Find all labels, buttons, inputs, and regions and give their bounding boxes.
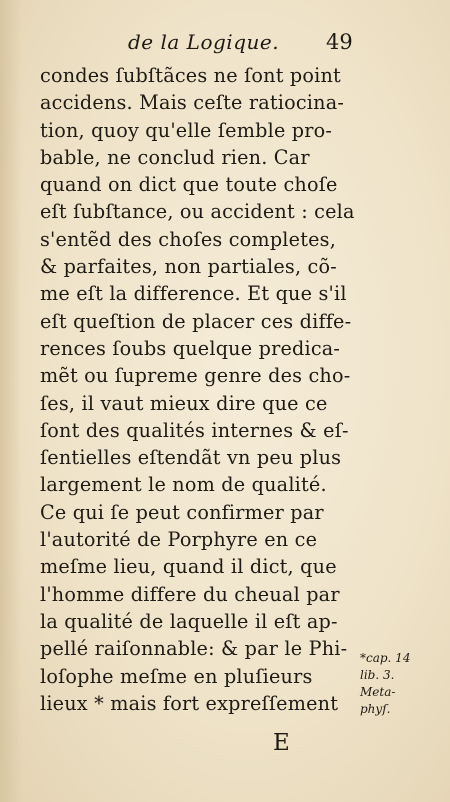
margin-notes: [360, 650, 440, 718]
text-line: ſont des qualités internes & eſ-: [40, 418, 349, 442]
text-line: & parfaites, non partiales, cõ-: [40, 255, 337, 279]
text-line: meſme lieu, quand il dict, que: [40, 555, 337, 579]
page-number: 49: [326, 30, 353, 54]
text-line: bable, ne conclud rien. Car: [40, 145, 310, 169]
text-line: lieux * mais fort expreſſement: [40, 691, 339, 715]
text-line: pellé raiſonnable: & par le Phi-: [40, 637, 348, 661]
text-line: ſentielles eſtendãt vn peu plus: [40, 446, 342, 470]
text-line: eſt queſtion de placer ces diffe-: [40, 309, 352, 333]
signature-mark: E: [273, 730, 290, 756]
margin-note-line: phyſ.: [360, 702, 391, 716]
margin-note-line: Meta-: [360, 685, 396, 699]
margin-note-line: *cap. 14: [360, 651, 411, 665]
text-line: quand on dict que toute choſe: [40, 173, 338, 197]
body-text: [40, 62, 370, 717]
page-header: [0, 30, 450, 64]
text-line: s'entẽd des choſes completes,: [40, 227, 337, 251]
text-line: loſophe meſme en pluſieurs: [40, 664, 313, 688]
text-line: condes ſubſtãces ne ſont point: [40, 64, 341, 87]
text-line: rences ſoubs quelque predica-: [40, 336, 341, 360]
text-line: accidens. Mais ceſte ratiocina-: [40, 91, 345, 115]
text-line: la qualité de laquelle il eſt ap-: [40, 609, 338, 633]
text-line: tion, quoy qu'elle ſemble pro-: [40, 118, 333, 142]
text-line: mẽt ou ſupreme genre des cho-: [40, 364, 351, 388]
text-line: Ce qui ſe peut confirmer par: [40, 500, 324, 524]
margin-note-line: lib. 3.: [360, 668, 395, 682]
text-line: me eſt la difference. Et que s'il: [40, 282, 347, 306]
text-line: eſt ſubſtance, ou accident : cela: [40, 200, 355, 224]
text-line: l'homme differe du cheual par: [40, 582, 340, 606]
page-edge-shadow: [0, 0, 22, 802]
running-title: de la Logique.: [128, 30, 280, 54]
text-line: largement le nom de qualité.: [40, 473, 327, 497]
text-line: ſes, il vaut mieux dire que ce: [40, 391, 328, 415]
text-line: l'autorité de Porphyre en ce: [40, 528, 318, 552]
